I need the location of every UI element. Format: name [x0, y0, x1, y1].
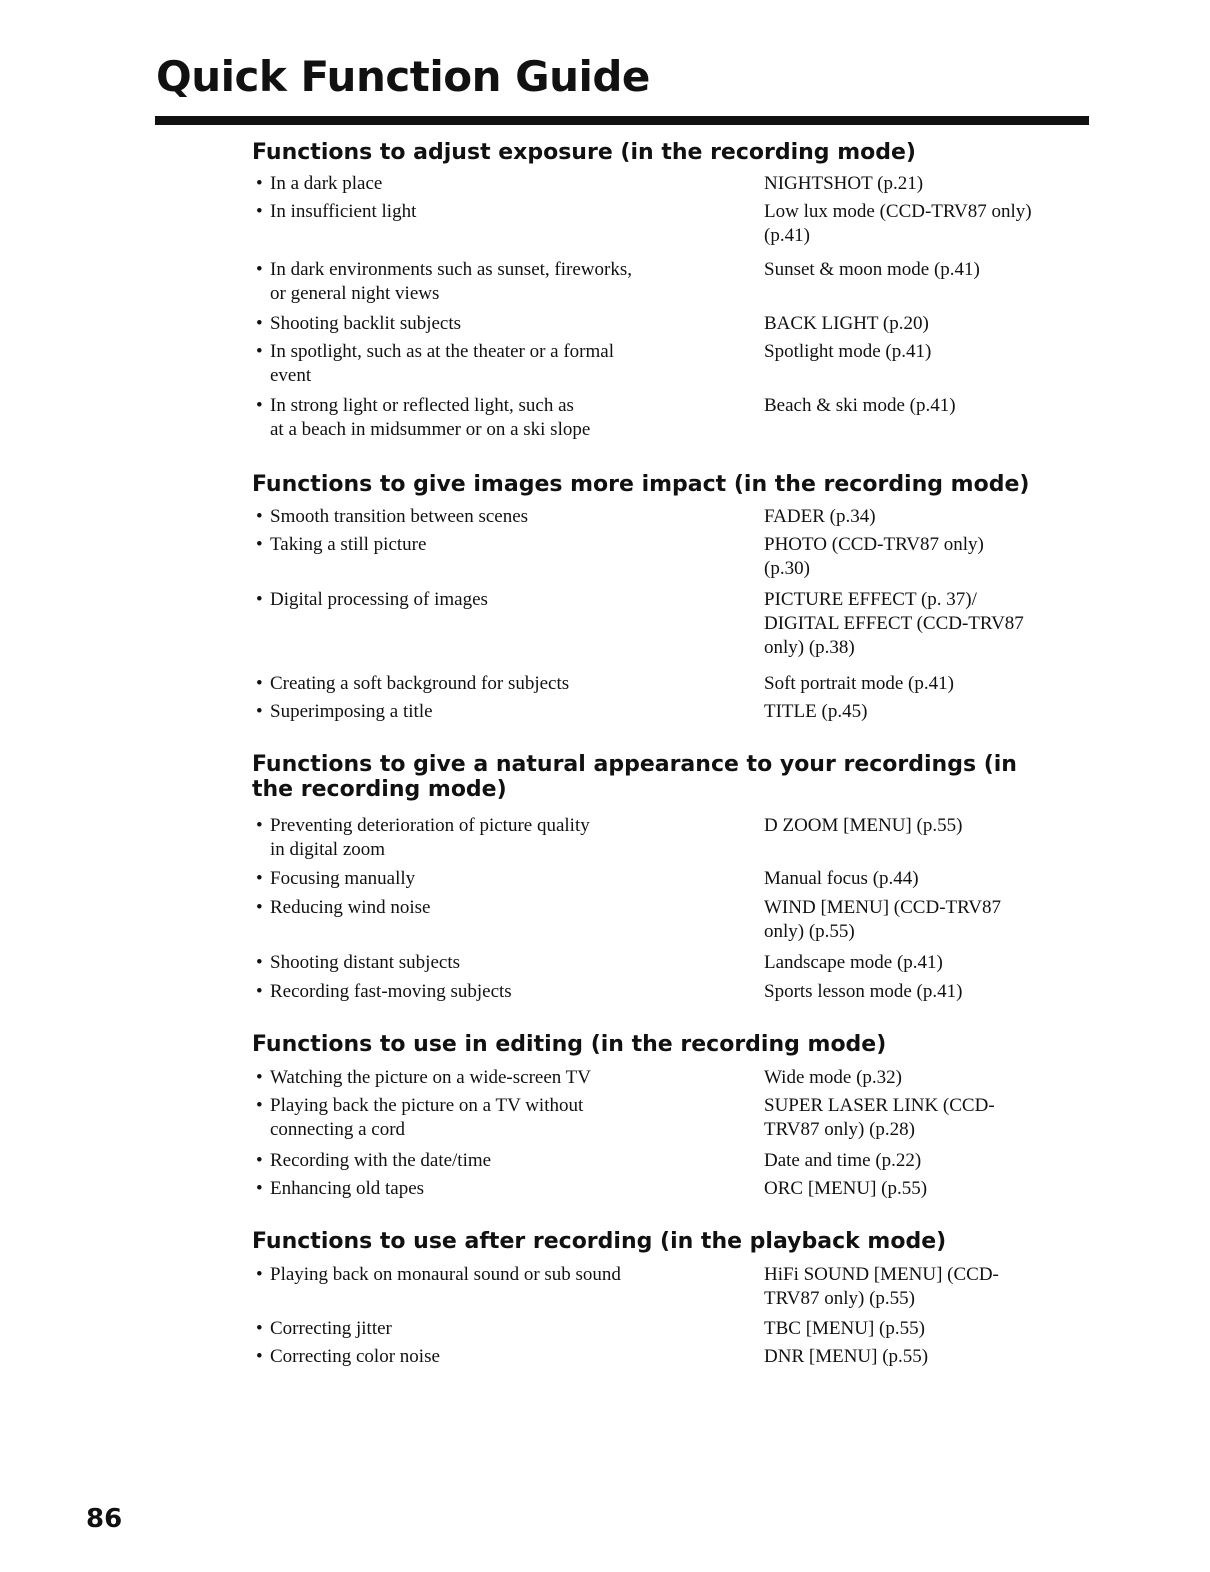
description-line: connecting a cord [270, 1119, 406, 1140]
function-row [252, 533, 1064, 581]
reference-line: TBC [MENU] (p.55) [764, 1318, 925, 1339]
reference-line: Spotlight mode (p.41) [764, 341, 932, 362]
function-row [252, 700, 1064, 724]
description-line: Taking a still picture [270, 534, 427, 555]
page-reference [764, 588, 1064, 660]
bullet-icon: • [256, 1067, 263, 1088]
page-reference [764, 1263, 1064, 1311]
reference-line: PHOTO (CCD-TRV87 only) [764, 534, 984, 555]
page-reference [764, 312, 1064, 336]
bullet-icon: • [256, 341, 263, 362]
function-row [252, 1177, 1064, 1201]
reference-line: WIND [MENU] (CCD-TRV87 [764, 897, 1001, 918]
bullet-icon: • [256, 981, 263, 1002]
description-line: Reducing wind noise [270, 897, 431, 918]
page-reference [764, 951, 1064, 975]
function-row [252, 505, 1064, 529]
page-reference [764, 700, 1064, 724]
description-line: or general night views [270, 283, 440, 304]
reference-line: Landscape mode (p.41) [764, 952, 943, 973]
section-heading: Functions to use after recording (in the playback mode) [252, 1229, 947, 1254]
bullet-icon: • [256, 673, 263, 694]
title-rule [155, 116, 1089, 125]
bullet-icon: • [256, 897, 263, 918]
function-row [252, 312, 1064, 336]
reference-line: Sports lesson mode (p.41) [764, 981, 963, 1002]
description-line: In insufficient light [270, 201, 417, 222]
function-description [252, 814, 764, 862]
reference-line: D ZOOM [MENU] (p.55) [764, 815, 963, 836]
description-line: Focusing manually [270, 868, 416, 889]
bullet-icon: • [256, 395, 263, 416]
bullet-icon: • [256, 173, 263, 194]
page-reference [764, 1149, 1064, 1173]
description-line: in digital zoom [270, 839, 386, 860]
page-title: Quick Function Guide [156, 52, 650, 101]
description-line: at a beach in midsummer or on a ski slope [270, 419, 591, 440]
description-line: event [270, 365, 312, 386]
page-reference [764, 867, 1064, 891]
section-heading: Functions to use in editing (in the recording mode) [252, 1032, 887, 1057]
function-description [252, 1263, 764, 1287]
function-description [252, 1066, 764, 1090]
page-reference [764, 394, 1064, 418]
page-reference [764, 1177, 1064, 1201]
page-reference [764, 672, 1064, 696]
bullet-icon: • [256, 259, 263, 280]
function-section [252, 1032, 1092, 1199]
page-reference [764, 1317, 1064, 1341]
description-line: Smooth transition between scenes [270, 506, 529, 527]
reference-line: Sunset & moon mode (p.41) [764, 259, 980, 280]
reference-line: PICTURE EFFECT (p. 37)/ [764, 589, 977, 610]
bullet-icon: • [256, 868, 263, 889]
page-reference [764, 172, 1064, 196]
function-description [252, 951, 764, 975]
reference-line: TRV87 only) (p.55) [764, 1288, 915, 1309]
reference-line: TITLE (p.45) [764, 701, 868, 722]
bullet-icon: • [256, 1095, 263, 1116]
reference-line: (p.30) [764, 558, 810, 579]
description-line: Creating a soft background for subjects [270, 673, 570, 694]
reference-line: FADER (p.34) [764, 506, 876, 527]
function-description [252, 1149, 764, 1173]
function-description [252, 533, 764, 557]
reference-line: (p.41) [764, 225, 810, 246]
function-row [252, 814, 1064, 862]
function-description [252, 980, 764, 1004]
bullet-icon: • [256, 1178, 263, 1199]
reference-line: SUPER LASER LINK (CCD- [764, 1095, 995, 1116]
function-row [252, 394, 1064, 442]
reference-line: BACK LIGHT (p.20) [764, 313, 929, 334]
description-line: In a dark place [270, 173, 383, 194]
function-description [252, 340, 764, 388]
description-line: Correcting jitter [270, 1318, 392, 1339]
function-description [252, 172, 764, 196]
description-line: Shooting backlit subjects [270, 313, 462, 334]
page-reference [764, 340, 1064, 364]
function-description [252, 1345, 764, 1369]
description-line: In spotlight, such as at the theater or a formal [270, 341, 615, 362]
function-row [252, 258, 1064, 306]
page-reference [764, 1094, 1064, 1142]
reference-line: Beach & ski mode (p.41) [764, 395, 956, 416]
section-heading: Functions to adjust exposure (in the recording mode) [252, 140, 916, 165]
function-row [252, 1317, 1064, 1341]
reference-line: DNR [MENU] (p.55) [764, 1346, 929, 1367]
function-section [252, 472, 1092, 722]
section-heading: Functions to give a natural appearance to your recordings (in the recording mode) [252, 752, 1017, 802]
description-line: Playing back on monaural sound or sub sound [270, 1264, 621, 1285]
description-line: Superimposing a title [270, 701, 433, 722]
function-description [252, 672, 764, 696]
page-reference [764, 533, 1064, 581]
function-section [252, 1229, 1092, 1367]
function-row [252, 1263, 1064, 1311]
bullet-icon: • [256, 201, 263, 222]
description-line: Correcting color noise [270, 1346, 440, 1367]
function-row [252, 951, 1064, 975]
function-description [252, 1094, 764, 1142]
description-line: Digital processing of images [270, 589, 488, 610]
function-row [252, 172, 1064, 196]
bullet-icon: • [256, 1150, 263, 1171]
reference-line: Manual focus (p.44) [764, 868, 919, 889]
function-description [252, 588, 764, 612]
function-description [252, 700, 764, 724]
reference-line: ORC [MENU] (p.55) [764, 1178, 928, 1199]
description-line: Preventing deterioration of picture quality [270, 815, 590, 836]
page-reference [764, 814, 1064, 838]
description-line: Shooting distant subjects [270, 952, 460, 973]
description-line: Recording fast-moving subjects [270, 981, 512, 1002]
function-row [252, 200, 1064, 248]
reference-line: DIGITAL EFFECT (CCD-TRV87 [764, 613, 1024, 634]
function-row [252, 672, 1064, 696]
function-description [252, 1317, 764, 1341]
function-row [252, 340, 1064, 388]
description-line: Watching the picture on a wide-screen TV [270, 1067, 591, 1088]
description-line: Playing back the picture on a TV without [270, 1095, 584, 1116]
function-description [252, 312, 764, 336]
reference-line: Wide mode (p.32) [764, 1067, 903, 1088]
function-row [252, 1094, 1064, 1142]
bullet-icon: • [256, 701, 263, 722]
bullet-icon: • [256, 589, 263, 610]
description-line: Enhancing old tapes [270, 1178, 425, 1199]
reference-line: only) (p.38) [764, 637, 855, 658]
description-line: Recording with the date/time [270, 1150, 492, 1171]
function-description [252, 896, 764, 920]
reference-line: Low lux mode (CCD-TRV87 only) [764, 201, 1032, 222]
reference-line: HiFi SOUND [MENU] (CCD- [764, 1264, 999, 1285]
function-description [252, 394, 764, 442]
reference-line: NIGHTSHOT (p.21) [764, 173, 924, 194]
function-row [252, 867, 1064, 891]
page-reference [764, 505, 1064, 529]
bullet-icon: • [256, 1346, 263, 1367]
function-row [252, 980, 1064, 1004]
page-reference [764, 200, 1064, 248]
function-row [252, 588, 1064, 660]
function-row [252, 1066, 1064, 1090]
description-line: In dark environments such as sunset, fireworks, [270, 259, 632, 280]
bullet-icon: • [256, 506, 263, 527]
section-heading: Functions to give images more impact (in the recording mode) [252, 472, 1030, 497]
reference-line: TRV87 only) (p.28) [764, 1119, 915, 1140]
bullet-icon: • [256, 313, 263, 334]
function-section [252, 140, 1092, 440]
function-description [252, 200, 764, 224]
function-description [252, 505, 764, 529]
reference-line: Date and time (p.22) [764, 1150, 922, 1171]
page-reference [764, 896, 1064, 944]
bullet-icon: • [256, 952, 263, 973]
function-row [252, 896, 1064, 944]
bullet-icon: • [256, 534, 263, 555]
page-number: 86 [86, 1504, 123, 1534]
description-line: In strong light or reflected light, such as [270, 395, 574, 416]
function-row [252, 1345, 1064, 1369]
function-description [252, 1177, 764, 1201]
function-description [252, 867, 764, 891]
bullet-icon: • [256, 1264, 263, 1285]
function-row [252, 1149, 1064, 1173]
page-reference [764, 1066, 1064, 1090]
page-reference [764, 980, 1064, 1004]
page-reference [764, 1345, 1064, 1369]
reference-line: only) (p.55) [764, 921, 855, 942]
bullet-icon: • [256, 1318, 263, 1339]
reference-line: Soft portrait mode (p.41) [764, 673, 954, 694]
bullet-icon: • [256, 815, 263, 836]
function-section [252, 752, 1092, 1002]
page-reference [764, 258, 1064, 282]
function-description [252, 258, 764, 306]
